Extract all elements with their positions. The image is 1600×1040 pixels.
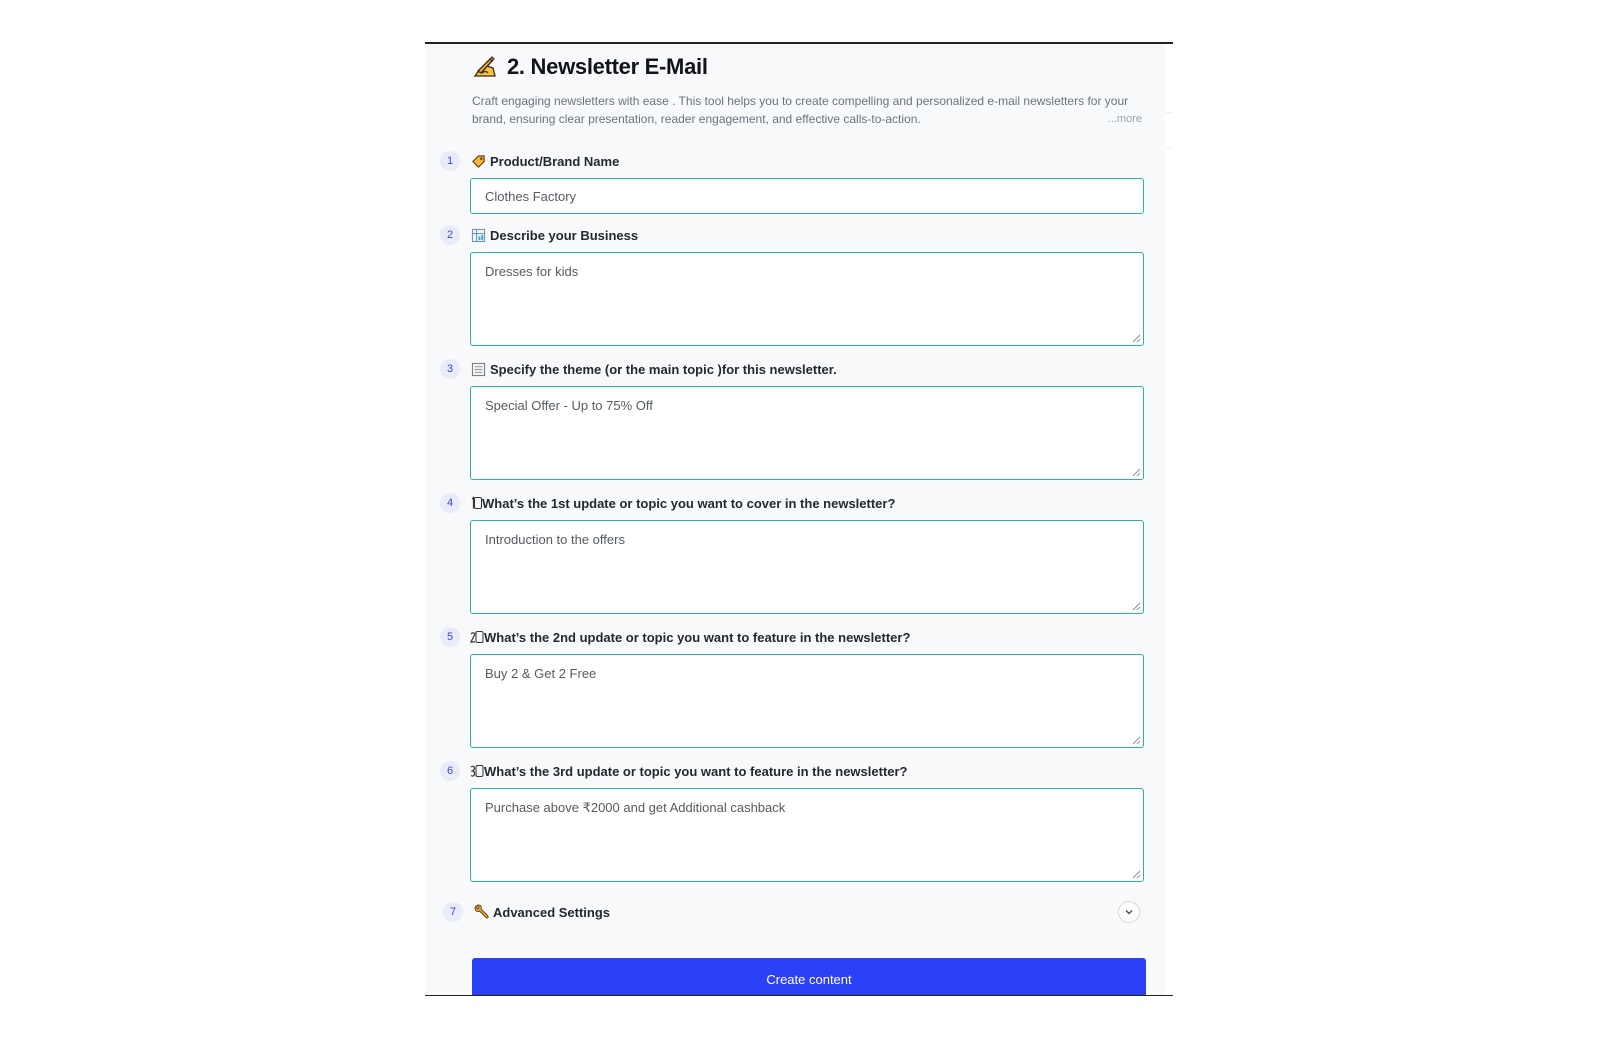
chevron-down-icon [1124, 907, 1134, 917]
second-update-textarea[interactable] [470, 654, 1144, 748]
step-number: 5 [440, 627, 460, 647]
textarea-value: Dresses for kids [485, 264, 579, 279]
field-label-row [440, 627, 1140, 647]
textarea-value: Introduction to the offers [485, 532, 625, 547]
field-third-update [440, 761, 1140, 882]
step-number: 3 [440, 359, 460, 379]
writing-hand-icon [472, 54, 498, 80]
label-tag-icon [470, 153, 486, 169]
brand-name-input[interactable]: Clothes Factory [470, 178, 1144, 214]
newsletter-theme-textarea[interactable] [470, 386, 1144, 480]
textarea-value: Purchase above ₹2000 and get Additional cashback [485, 800, 786, 815]
divider [1165, 147, 1173, 148]
field-label-row [440, 359, 1140, 379]
field-first-update [440, 493, 1140, 614]
field-label: Product/Brand Name [490, 153, 620, 169]
wrench-icon [473, 904, 489, 920]
field-newsletter-theme [440, 359, 1140, 480]
notepad-icon [470, 361, 486, 377]
description-text: Craft engaging newsletters with ease . This tool helps you to create compelling and personalized e-mail newsletters for your brand, ensuring clear presentation, reader engagement, and effective calls-to-action. [472, 94, 1129, 126]
step-number: 2 [440, 225, 460, 245]
field-label: What’s the 3rd update or topic you want to feature in the newsletter? [484, 763, 908, 779]
field-label-row [440, 761, 1140, 781]
create-content-button[interactable]: Create content [472, 958, 1146, 996]
resize-grip-icon[interactable] [1132, 334, 1141, 343]
more-link[interactable]: ...more [1107, 113, 1142, 125]
form-panel [425, 44, 1165, 995]
divider [1165, 112, 1173, 113]
textarea-value: Buy 2 & Get 2 Free [485, 666, 597, 681]
field-label: What’s the 2nd update or topic you want to feature in the newsletter? [484, 629, 911, 645]
keycap-3-icon [470, 763, 484, 779]
resize-grip-icon[interactable] [1132, 736, 1141, 745]
third-update-textarea[interactable] [470, 788, 1144, 882]
field-label-row [440, 151, 1140, 171]
field-label-row [440, 225, 1140, 245]
first-update-textarea[interactable] [470, 520, 1144, 614]
form-header [472, 54, 1152, 128]
right-edge-strip [1165, 44, 1173, 995]
step-number: 6 [440, 761, 460, 781]
field-second-update [440, 627, 1140, 748]
keycap-1-icon [470, 495, 482, 511]
business-description-textarea[interactable] [470, 252, 1144, 346]
keycap-2-icon [470, 629, 484, 645]
field-describe-business [440, 225, 1140, 346]
field-label: What’s the 1st update or topic you want to cover in the newsletter? [482, 495, 896, 511]
field-label: Specify the theme (or the main topic )for this newsletter. [490, 361, 837, 377]
step-number: 4 [440, 493, 460, 513]
step-number: 1 [440, 151, 460, 171]
expand-advanced-button[interactable] [1118, 901, 1140, 923]
resize-grip-icon[interactable] [1132, 602, 1141, 611]
advanced-settings-label: Advanced Settings [493, 904, 611, 920]
title-row [472, 54, 1152, 80]
chart-grid-icon [470, 227, 486, 243]
resize-grip-icon[interactable] [1132, 870, 1141, 879]
advanced-settings-row[interactable] [440, 900, 1140, 924]
resize-grip-icon[interactable] [1132, 468, 1141, 477]
tool-description [472, 92, 1142, 128]
textarea-value: Special Offer - Up to 75% Off [485, 398, 653, 413]
page-title: 2. Newsletter E-Mail [507, 54, 708, 79]
newsletter-form-frame [425, 42, 1173, 996]
field-product-brand-name [440, 151, 1140, 214]
field-label-row [440, 493, 1140, 513]
step-number: 7 [443, 902, 463, 922]
field-label: Describe your Business [490, 227, 639, 243]
